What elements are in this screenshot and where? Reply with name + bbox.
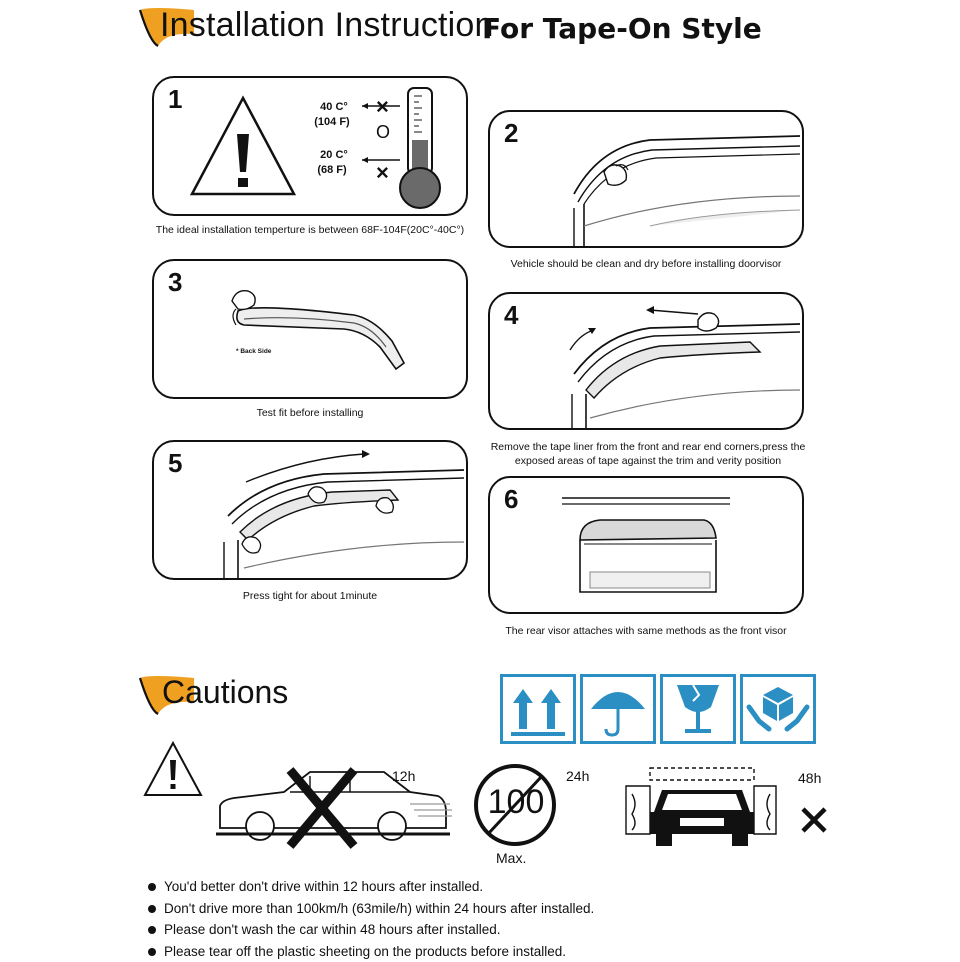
- step-3-box: [152, 259, 468, 399]
- upper-temp-fahrenheit: (104 F): [302, 115, 362, 129]
- step-4-box: [488, 292, 804, 430]
- keep-dry-umbrella-icon: [580, 674, 656, 744]
- page-title: Installation Instruction: [160, 6, 494, 45]
- step-2-number: 2: [504, 118, 518, 149]
- remove-tape-liner-illustration: [550, 298, 800, 428]
- visor-back-side-illustration: [214, 275, 464, 385]
- caution-bullet: Don't drive more than 100km/h (63mile/h) within 24 hours after installed.: [148, 898, 594, 920]
- ok-circle-mark: O: [376, 122, 390, 143]
- press-tight-illustration: [214, 444, 464, 578]
- too-cold-cross-mark: ×: [376, 160, 389, 186]
- step-3-caption: Test fit before installing: [152, 407, 468, 419]
- step-5-caption: Press tight for about 1minute: [152, 590, 468, 602]
- page-subtitle: For Tape-On Style: [482, 12, 762, 45]
- lower-temp-celsius: 20 C°: [304, 148, 364, 162]
- step-4-number: 4: [504, 300, 518, 331]
- thermometer-icon: [360, 84, 460, 212]
- step-1-box: [152, 76, 468, 216]
- rear-visor-illustration: [560, 492, 800, 612]
- step-4-caption-line1: Remove the tape liner from the front and rear end corners,press the: [480, 441, 816, 453]
- fragile-glass-icon: [660, 674, 736, 744]
- lower-temp-fahrenheit: (68 F): [302, 163, 362, 177]
- step-3-number: 3: [168, 267, 182, 298]
- too-hot-cross-mark: ×: [376, 94, 389, 120]
- no-car-wash-icon: [622, 764, 778, 854]
- caution-bullet: You'd better don't drive within 12 hours after installed.: [148, 876, 594, 898]
- speed-max-label: Max.: [496, 850, 526, 866]
- step-2-box: [488, 110, 804, 248]
- step-6-number: 6: [504, 484, 518, 515]
- step-6-caption: The rear visor attaches with same methods as the front visor: [488, 625, 804, 637]
- caution-bullet-list: [148, 876, 594, 962]
- no-driving-car-icon: [214, 762, 454, 854]
- hours-12-label: 12h: [392, 768, 415, 784]
- caution-warning-triangle-icon: [142, 740, 204, 798]
- speed-limit-value: 100: [476, 783, 556, 822]
- step-4-caption-line2: exposed areas of tape against the trim and verity position: [480, 455, 816, 467]
- caution-bullet: Please don't wash the car within 48 hours after installed.: [148, 919, 594, 941]
- step-5-box: [152, 440, 468, 580]
- step-1-number: 1: [168, 84, 182, 115]
- car-door-cleaning-illustration: [560, 126, 800, 246]
- step-1-caption: The ideal installation temperture is between 68F-104F(20C°-40C°): [152, 224, 468, 236]
- this-way-up-icon: [500, 674, 576, 744]
- step-6-box: [488, 476, 804, 614]
- handle-with-care-icon: [740, 674, 816, 744]
- no-wash-cross-icon: [800, 806, 828, 834]
- warning-triangle-icon: [188, 94, 298, 198]
- cautions-title: Cautions: [162, 674, 288, 711]
- step-5-number: 5: [168, 448, 182, 479]
- hours-48-label: 48h: [798, 770, 821, 786]
- hours-24-label: 24h: [566, 768, 589, 784]
- upper-temp-celsius: 40 C°: [304, 100, 364, 114]
- step-2-caption: Vehicle should be clean and dry before installing doorvisor: [488, 258, 804, 270]
- caution-bullet: Please tear off the plastic sheeting on the products before installed.: [148, 941, 594, 962]
- back-side-note: * Back Side: [236, 348, 271, 355]
